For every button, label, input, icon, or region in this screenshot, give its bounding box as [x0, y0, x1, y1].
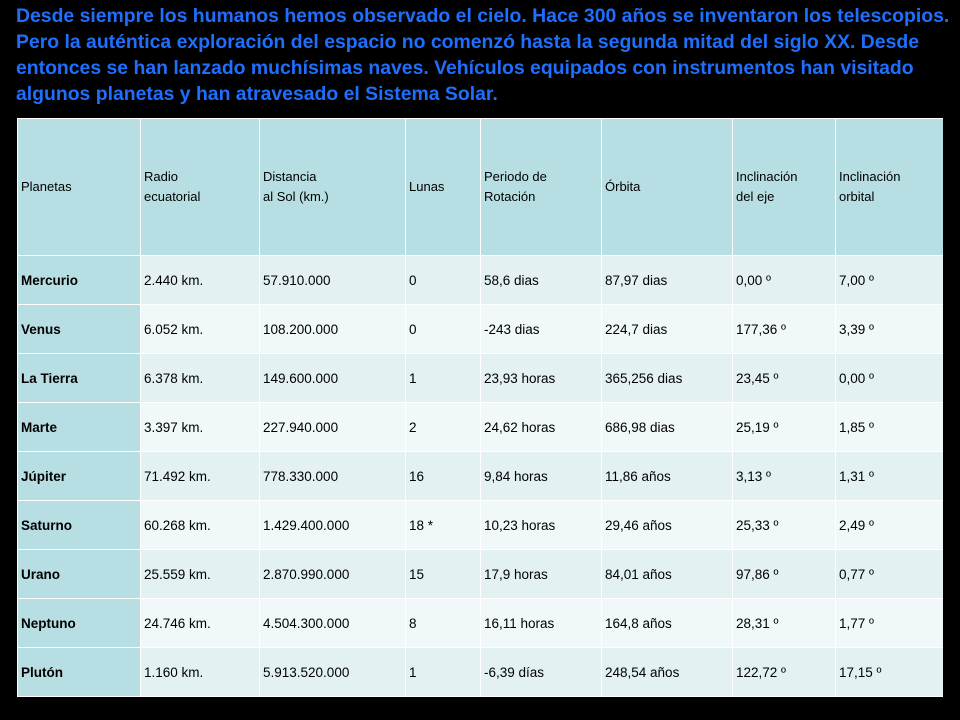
table-cell: 11,86 años	[602, 452, 733, 501]
table-cell: 16,11 horas	[481, 599, 602, 648]
table-cell: 24.746 km.	[141, 599, 260, 648]
table-cell: 1,85 º	[836, 403, 944, 452]
table-cell: 6.052 km.	[141, 305, 260, 354]
table-cell: 24,62 horas	[481, 403, 602, 452]
column-header: Distancia al Sol (km.)	[260, 119, 406, 256]
table-cell: 25,33 º	[733, 501, 836, 550]
intro-paragraph: Desde siempre los humanos hemos observado el cielo. Hace 300 años se inventaron los telescopios. Pero la auténtica exploración del espacio no comenzó hasta la segunda mitad del siglo XX. Desde entonces se han lanzado muchísimas naves. Vehículos equipados con instrumentos han visitado algunos planetas y han atravesado el Sistema Solar.	[16, 5, 950, 105]
table-cell: 122,72 º	[733, 648, 836, 697]
table-cell: 25.559 km.	[141, 550, 260, 599]
table-cell: 1,77 º	[836, 599, 944, 648]
table-cell: 60.268 km.	[141, 501, 260, 550]
table-cell: 1	[406, 648, 481, 697]
table-cell: 58,6 dias	[481, 256, 602, 305]
table-cell: 0	[406, 305, 481, 354]
table-cell: -243 dias	[481, 305, 602, 354]
table-cell: 1.160 km.	[141, 648, 260, 697]
planet-name-cell: Urano	[18, 550, 141, 599]
table-cell: 15	[406, 550, 481, 599]
table-cell: 3,39 º	[836, 305, 944, 354]
table-cell: 177,36 º	[733, 305, 836, 354]
table-cell: 23,93 horas	[481, 354, 602, 403]
planet-name-cell: Venus	[18, 305, 141, 354]
table-cell: 23,45 º	[733, 354, 836, 403]
planet-name-cell: Mercurio	[18, 256, 141, 305]
column-header: Radio ecuatorial	[141, 119, 260, 256]
table-row	[18, 452, 944, 501]
table-cell: 16	[406, 452, 481, 501]
table-cell: 84,01 años	[602, 550, 733, 599]
table-cell: 8	[406, 599, 481, 648]
column-header: Lunas	[406, 119, 481, 256]
table-cell: 10,23 horas	[481, 501, 602, 550]
planets-table	[17, 118, 943, 697]
table-row	[18, 403, 944, 452]
table-cell: 778.330.000	[260, 452, 406, 501]
table-cell: 1.429.400.000	[260, 501, 406, 550]
table-cell: 9,84 horas	[481, 452, 602, 501]
table-cell: 1,31 º	[836, 452, 944, 501]
table-cell: 4.504.300.000	[260, 599, 406, 648]
table-cell: 28,31 º	[733, 599, 836, 648]
table-cell: 97,86 º	[733, 550, 836, 599]
column-header: Periodo de Rotación	[481, 119, 602, 256]
table-cell: 7,00 º	[836, 256, 944, 305]
table-cell: 0,00 º	[733, 256, 836, 305]
planets-table-container	[17, 118, 943, 708]
table-cell: 6.378 km.	[141, 354, 260, 403]
table-cell: -6,39 días	[481, 648, 602, 697]
column-header: Planetas	[18, 119, 141, 256]
table-cell: 5.913.520.000	[260, 648, 406, 697]
table-cell: 149.600.000	[260, 354, 406, 403]
table-cell: 2,49 º	[836, 501, 944, 550]
table-cell: 29,46 años	[602, 501, 733, 550]
table-row	[18, 354, 944, 403]
table-cell: 3,13 º	[733, 452, 836, 501]
table-cell: 164,8 años	[602, 599, 733, 648]
table-cell: 2.870.990.000	[260, 550, 406, 599]
column-header: Inclinación orbital	[836, 119, 944, 256]
header-row	[18, 119, 944, 256]
table-cell: 57.910.000	[260, 256, 406, 305]
table-row	[18, 501, 944, 550]
table-cell: 25,19 º	[733, 403, 836, 452]
table-cell: 365,256 dias	[602, 354, 733, 403]
table-header	[18, 119, 944, 256]
table-cell: 18 *	[406, 501, 481, 550]
column-header: Órbita	[602, 119, 733, 256]
table-cell: 108.200.000	[260, 305, 406, 354]
table-row	[18, 648, 944, 697]
table-cell: 0	[406, 256, 481, 305]
planet-name-cell: Neptuno	[18, 599, 141, 648]
table-row	[18, 305, 944, 354]
table-cell: 0,77 º	[836, 550, 944, 599]
table-body	[18, 256, 944, 697]
table-cell: 17,15 º	[836, 648, 944, 697]
table-cell: 248,54 años	[602, 648, 733, 697]
table-cell: 3.397 km.	[141, 403, 260, 452]
table-cell: 227.940.000	[260, 403, 406, 452]
table-cell: 17,9 horas	[481, 550, 602, 599]
table-cell: 224,7 dias	[602, 305, 733, 354]
planet-name-cell: Saturno	[18, 501, 141, 550]
table-cell: 1	[406, 354, 481, 403]
planet-name-cell: Júpiter	[18, 452, 141, 501]
table-cell: 2	[406, 403, 481, 452]
table-cell: 71.492 km.	[141, 452, 260, 501]
table-row	[18, 256, 944, 305]
table-cell: 2.440 km.	[141, 256, 260, 305]
table-cell: 87,97 dias	[602, 256, 733, 305]
table-row	[18, 599, 944, 648]
table-row	[18, 550, 944, 599]
planet-name-cell: Marte	[18, 403, 141, 452]
table-cell: 686,98 dias	[602, 403, 733, 452]
planet-name-cell: Plutón	[18, 648, 141, 697]
table-cell: 0,00 º	[836, 354, 944, 403]
column-header: Inclinación del eje	[733, 119, 836, 256]
planet-name-cell: La Tierra	[18, 354, 141, 403]
